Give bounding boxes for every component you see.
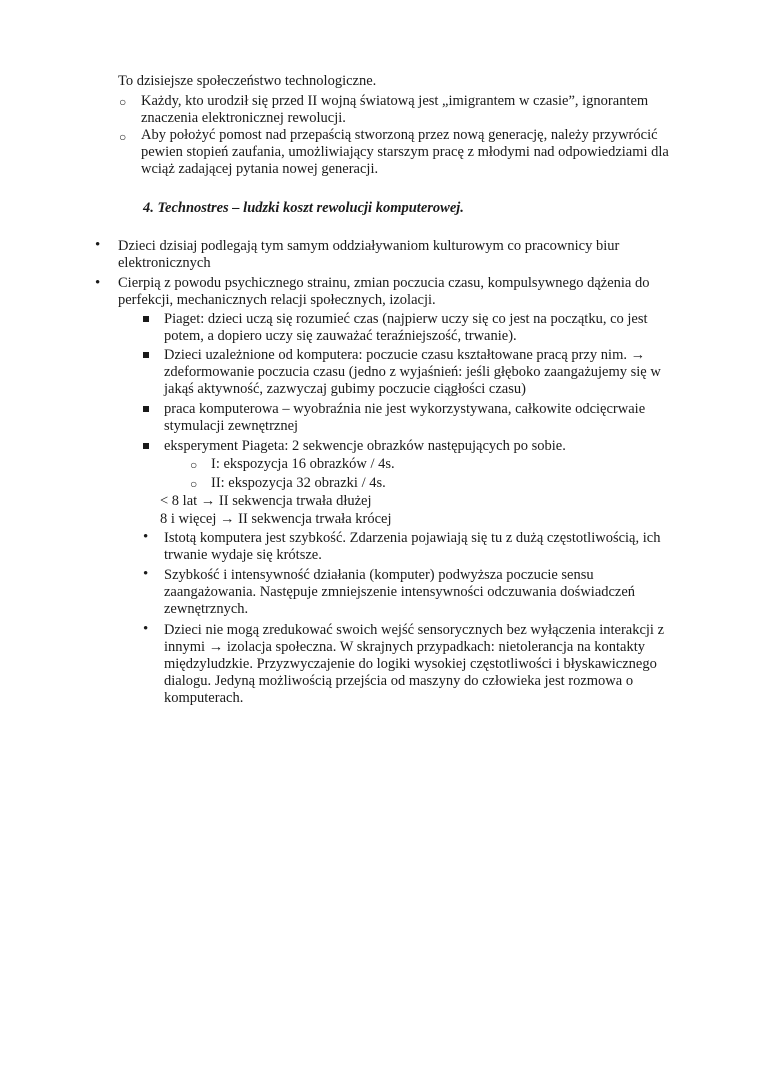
ring-bullet-icon: ○ [119,130,127,144]
square-bullet-icon [143,352,149,358]
square-bullet-icon [143,443,149,449]
square-item: Dzieci uzależnione od komputera: poczucie czasu kształtowane pracą przy nim. → zdeformowanie poczucia czasu (jedno z wyjaśnień: jeśli głęboko zaangażujemy się w jakąś aktywność, zazwyczaj gubimy poczucie ciągłości czasu) [164,347,661,397]
bullet-item: Cierpią z powodu psychicznego strainu, zmian poczucia czasu, kompulsywnego dążenia do perfekcji, mechanicznych relacji społecznych, izolacji. [118,275,650,308]
final-bullet: Dzieci nie mogą zredukować swoich wejść sensorycznych bez wyłączenia interakcji z innymi → izolacja społeczna. W skrajnych przypadkach: nietolerancja na kontakty międzyludzkie. Przyzwyczajenie do logiki wysokiej częstotliwości i błyskawicznego dialogu. Jedyną możliwością przejścia od maszyny do człowieka jest rozmowa o komputerach. [164,622,665,706]
final-bullet: Istotą komputera jest szybkość. Zdarzenia pojawiają się tu z dużą częstotliwością, ich trwanie wydaje się krótsze. [164,530,661,563]
section-heading: 4. Technostres – ludzki koszt rewolucji komputerowej. [143,200,464,216]
bullet-item: Dzieci dzisiaj podlegają tym samym oddziaływaniom kulturowym co pracownicy biur elektronicznych [118,238,620,271]
square-item: praca komputerowa – wyobraźnia nie jest wykorzystywana, całkowite odcięcrwaie stymulacji zewnętrznej [164,401,646,434]
square-item: Piaget: dzieci uczą się rozumieć czas (najpierw uczy się co jest na początku, co jest potem, a dopiero uczy się zauważać teraźniejszość, trwanie). [164,311,648,344]
sub-item: I: ekspozycja 16 obrazków / 4s. [211,456,395,472]
intro-line: To dzisiejsze społeczeństwo technologiczne. [118,73,377,89]
ring-bullet-icon: ○ [190,458,198,472]
dot-bullet-icon: • [95,237,101,253]
result-line: < 8 lat → II sekwencja trwała dłużej [160,493,372,509]
square-bullet-icon [143,316,149,322]
result-line: 8 i więcej → II sekwencja trwała krócej [160,511,392,527]
square-bullet-icon [143,406,149,412]
final-bullet: Szybkość i intensywność działania (komputer) podwyższa poczucie sensu zaangażowania. Następuje zmniejszenie intensywności odczuwania doświadczeń zewnętrznych. [164,567,636,617]
sub-item: II: ekspozycja 32 obrazki / 4s. [211,475,386,491]
intro-item: Aby położyć pomost nad przepaścią stworzoną przez nową generację, należy przywrócić pewien stopień zaufania, umożliwiający starszym pracę z młodymi nad odpowiedziami dla wciąż zadającej pytania nowej generacji. [141,127,669,177]
dot-bullet-icon: • [143,529,149,545]
square-item: eksperyment Piageta: 2 sekwencje obrazków następujących po sobie. [164,438,566,454]
dot-bullet-icon: • [143,566,149,582]
dot-bullet-icon: • [143,621,149,637]
ring-bullet-icon: ○ [119,95,127,109]
dot-bullet-icon: • [95,275,101,291]
ring-bullet-icon: ○ [190,477,198,491]
intro-item: Każdy, kto urodził się przed II wojną światową jest „imigrantem w czasie”, ignorantem znaczenia elektronicznej rewolucji. [141,93,649,126]
